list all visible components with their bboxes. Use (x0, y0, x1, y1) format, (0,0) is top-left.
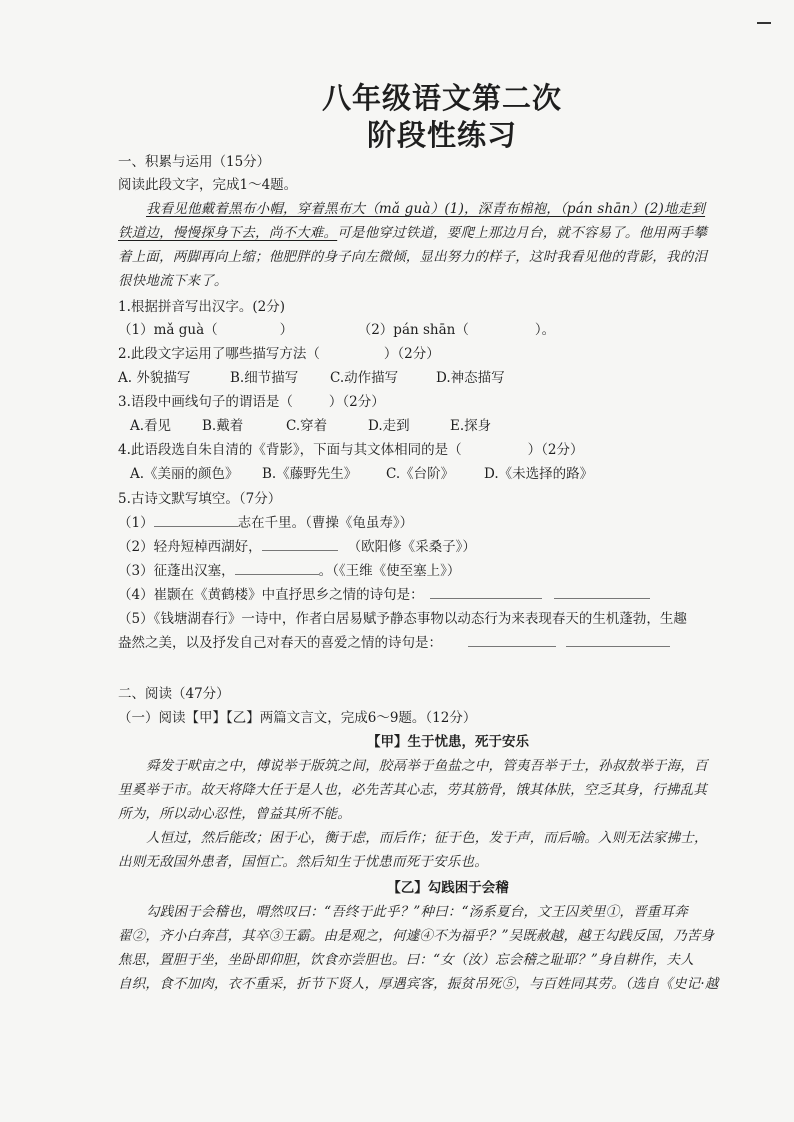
part1-instruction: 阅读此段文字，完成1～4题。 (118, 177, 298, 193)
passage-line-1: 我看见他戴着黑布小帽，穿着黑布大（mǎ guà）(1)，深青布棉袍，（pán shān）(2)地走到 (146, 201, 706, 217)
passage-line-2: 铁道边，慢慢探身下去，尚不大难。可是他穿过铁道，要爬上那边月台，就不容易了。他用两手攀 (118, 225, 708, 241)
question-5-item-5: （5）《钱塘湖春行》一诗中，作者白居易赋予静态事物以动态行为来表现春天的生机蓬勃，生趣 (118, 611, 687, 627)
part2-sub-heading: （一）阅读【甲】【乙】两篇文言文，完成6～9题。（12分） (118, 710, 477, 726)
passage-line-4: 很快地流下来了。 (118, 273, 228, 289)
question-5-item-5-cont: 盎然之美，以及抒发自己对春天的喜爱之情的诗句是： (118, 634, 778, 652)
text-yi-line-2: 翟②，齐小白奔莒，其卒③王霸。由是观之，何遽④不为福乎？”吴既赦越，越王勾践反国，乃苦身 (118, 928, 715, 944)
text-jia-line-2: 里奚举于市。故天将降大任于是人也，必先苦其心志，劳其筋骨，饿其体肤，空乏其身，行拂乱其 (118, 782, 708, 798)
question-1-answers: （1）mǎ guà（ ） （2）pán shān（ ）。 (118, 322, 556, 338)
text-yi-title: 【乙】勾践困于会稽 (387, 880, 509, 896)
question-4-options: A.《美丽的颜色》 B.《藤野先生》 C.《台阶》 D.《未选择的路》 (130, 466, 594, 482)
question-5-item-3: （3）征蓬出汉塞， 。（《王维《使至塞上》） (118, 563, 461, 579)
text-jia-line-3: 所为，所以动心忍性，曾益其所不能。 (118, 806, 351, 822)
question-3-stem: 3.语段中画线句子的谓语是（ ）（2分） (118, 394, 385, 410)
question-1-stem: 1.根据拼音写出汉字。(2分) (118, 299, 286, 315)
text-yi-line-3: 焦思，置胆于坐，坐卧即仰胆，饮食亦尝胆也。曰：“女（汝）忘会稽之耻耶？”身自耕作，夫人 (118, 952, 694, 968)
exam-title: 八年级语文第二次 (321, 81, 562, 115)
question-5-item-2: （2）轻舟短棹西湖好， （欧阳修《采桑子》） (118, 539, 476, 555)
question-5-item-4: （4）崔颢在《黄鹤楼》中直抒思乡之情的诗句是： (118, 586, 778, 604)
text-jia-line-5: 出则无敌国外患者，国恒亡。然后知生于忧患而死于安乐也。 (118, 854, 488, 870)
question-4-stem: 4.此语段选自朱自清的《背影》，下面与其文体相同的是（ ）（2分） (118, 442, 584, 458)
question-2-options: A. 外貌描写 B.细节描写 C.动作描写 D.神态描写 (118, 370, 505, 386)
question-5-stem: 5.古诗文默写填空。（7分） (118, 491, 282, 507)
question-3-options: A.看见 B.戴着 C.穿着 D.走到 E.探身 (130, 418, 492, 434)
part1-heading: 一、积累与运用（15分） (118, 154, 271, 170)
passage-line-3: 着上面，两脚再向上缩；他肥胖的身子向左微倾，显出努力的样子，这时我看见他的背影，我的泪 (118, 249, 708, 265)
text-yi-line-4: 自织，食不加肉，衣不重采，折节下贤人，厚遇宾客，振贫吊死⑤，与百姓同其劳。（选自《史记·越 (118, 976, 719, 992)
part2-heading: 二、阅读（47分） (118, 686, 230, 702)
text-yi-line-1: 勾践困于会稽也，喟然叹曰：“吾终于此乎？”种曰：“汤系夏台，文王囚羑里①，晋重耳奔 (146, 904, 688, 920)
text-jia-title: 【甲】生于忧患，死于安乐 (367, 734, 529, 750)
question-2-stem: 2.此段文字运用了哪些描写方法（ ）（2分） (118, 346, 440, 362)
text-jia-line-1: 舜发于畎亩之中，傅说举于版筑之间，胶鬲举于鱼盐之中，管夷吾举于士，孙叔敖举于海，百 (146, 758, 708, 774)
exam-subtitle: 阶段性练习 (366, 118, 517, 152)
text-jia-line-4: 人恒过，然后能改；困于心，衡于虑，而后作；征于色，发于声，而后喻。入则无法家拂士， (146, 830, 708, 846)
corner-mark (757, 22, 771, 24)
question-5-item-1: （1） 志在千里。（曹操《龟虽寿》） (118, 515, 414, 531)
